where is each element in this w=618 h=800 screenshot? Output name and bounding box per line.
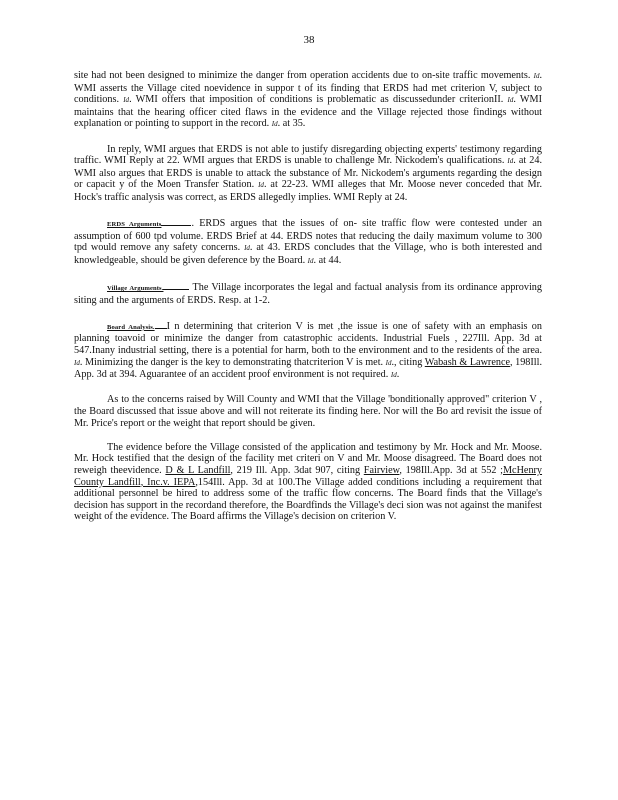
section-heading-village-arguments: Village Arguments. — [107, 285, 164, 293]
citation-id: Id — [123, 96, 130, 105]
case-citation: D & L Landfill — [165, 465, 231, 476]
citation-id: Id — [385, 358, 392, 367]
paragraph-text: . at 43. ERDS concludes that the Village, who is both interested and knowledgeable, should be given deference by the Board. — [74, 242, 542, 266]
case-citation: Wabash & Lawrence — [424, 356, 510, 368]
paragraph-text: The evidence before the Village consisted of the application and testimony by Mr. Hock and Mr. Moose. Mr. Hock testified that the design of the facility met criteri on V and Mr. Moose disagreed. The Board does not reweigh theevidence. — [74, 441, 542, 476]
paragraph-text: . at 35. — [277, 118, 306, 130]
underline-rule — [155, 319, 167, 329]
page-number: 38 — [303, 34, 315, 46]
citation-id: Id — [244, 244, 250, 253]
paragraph-text: . WMI maintains that the hearing officer cited flaws in the evidence and the Village rejected those findings without explanation or pointing to support in the record. — [74, 94, 542, 130]
citation-id: Id — [258, 181, 264, 190]
paragraph-text: , 198Ill.App. 3d at 552 ; — [399, 465, 503, 476]
paragraph-text: I n determining that criterion V is met ,the issue is one of safety with an emphasis on planning toavoid or minimize the danger from catastrophic accidents. Industrial Fuels , 227Ill. App. 3d at 547.Inany industrial setting, there is a potential for harm, both to the environment and to the residents of the area. — [74, 320, 542, 357]
paragraph-board-analysis — [74, 319, 542, 382]
paragraph-wmi-reply — [74, 144, 542, 204]
citation-id: Id — [307, 256, 314, 265]
paragraph-text: , 198Ill. App. 3d at 394. Aguarantee of an accident proof environment is not required. — [74, 356, 542, 381]
paragraph-wmi-criterion-v — [74, 70, 542, 131]
paragraph-text: ,154Ill. App. 3d at 100.The Village added conditions including a requirement that additional personnel be hired to address some of the traffic flow concerns. The Board finds that the Village's decision has support in the recordand therefore, the Boardfinds the Village's deci sion was not against the manifest weight of the evidence. The Board affirms the Village's decision on criterion V. — [74, 476, 542, 523]
paragraph-text: . — [396, 369, 400, 381]
citation-id: Id — [507, 96, 514, 105]
paragraph-text: . at 22-23. WMI alleges that Mr. Moose never conceded that Mr. Hock's traffic analysis was correct, as ERDS allegedly implies. WMI Reply at 24. — [74, 179, 542, 203]
paragraph-text: ., citing — [391, 356, 423, 368]
citation-id: Id — [533, 72, 540, 80]
section-heading-board-analysis: Board Analysis. — [107, 323, 155, 331]
paragraph-text: . WMI offers that imposition of conditions is problematic as discussedunder criterionII. — [129, 94, 504, 106]
paragraph-text: . WMI asserts the Village cited noevidence in suppor t of its finding that ERDS had met criterion V, subject to conditions. — [74, 70, 542, 106]
paragraph-village-arguments — [74, 280, 542, 306]
paragraph-text: The Village incorporates the legal and factual analysis from its ordinance approving siting and the arguments of ERDS. Resp. at 1-2. — [74, 282, 542, 306]
paragraph-text: , 219 Ill. App. 3dat 907, citing — [230, 465, 361, 476]
paragraph-text: . at 24. WMI also argues that ERDS is unable to attack the substance of Mr. Nickodem's arguments regarding the design or capacit y of the Moen Transfer Station. — [74, 155, 542, 191]
paragraph-conditional-approval — [74, 394, 542, 429]
paragraph-text: . at 44. — [313, 254, 342, 266]
paragraph-evidence — [74, 442, 542, 523]
document-body — [74, 70, 542, 536]
paragraph-text: . ERDS argues that the issues of on- site traffic flow were contested under an assumption of 600 tpd volume. ERDS Brief at 44. ERDS notes that reducing the daily maximum volume to 300 tpd would remove any safety concerns. — [74, 218, 542, 254]
citation-id: Id — [390, 371, 397, 380]
citation-id: Id — [271, 120, 278, 129]
underline-rule — [163, 280, 189, 290]
paragraph-text: . Minimizing the danger is the key to demonstrating thatcriterion V is met. — [79, 356, 384, 368]
paragraph-erds-arguments — [74, 216, 542, 267]
paragraph-text: site had not been designed to minimize the danger from operation accidents due to on-site traffic movements. — [74, 70, 531, 81]
paragraph-text: In reply, WMI argues that ERDS is not able to justify disregarding objecting experts' testimony regarding traffic. WMI Reply at 22. WMI argues that ERDS is unable to challenge Mr. Nickodem's qualifications. — [74, 143, 542, 167]
citation-id: Id — [74, 358, 80, 367]
section-heading-erds-arguments: ERDS Arguments — [107, 221, 162, 229]
case-citation: McHenry County Landfill, Inc.v. IEPA — [74, 465, 543, 488]
underline-rule — [161, 216, 191, 226]
citation-id: Id — [507, 157, 514, 166]
case-citation: Fairview — [363, 465, 400, 476]
paragraph-text: As to the concerns raised by Will County and WMI that the Village 'bonditionally approved" criterion V , the Board discussed that issue above and will not reiterate its finding here. Nor will the Bo ard revisit the issue of Mr. Price's report or the weight that report should be given. — [74, 394, 542, 429]
